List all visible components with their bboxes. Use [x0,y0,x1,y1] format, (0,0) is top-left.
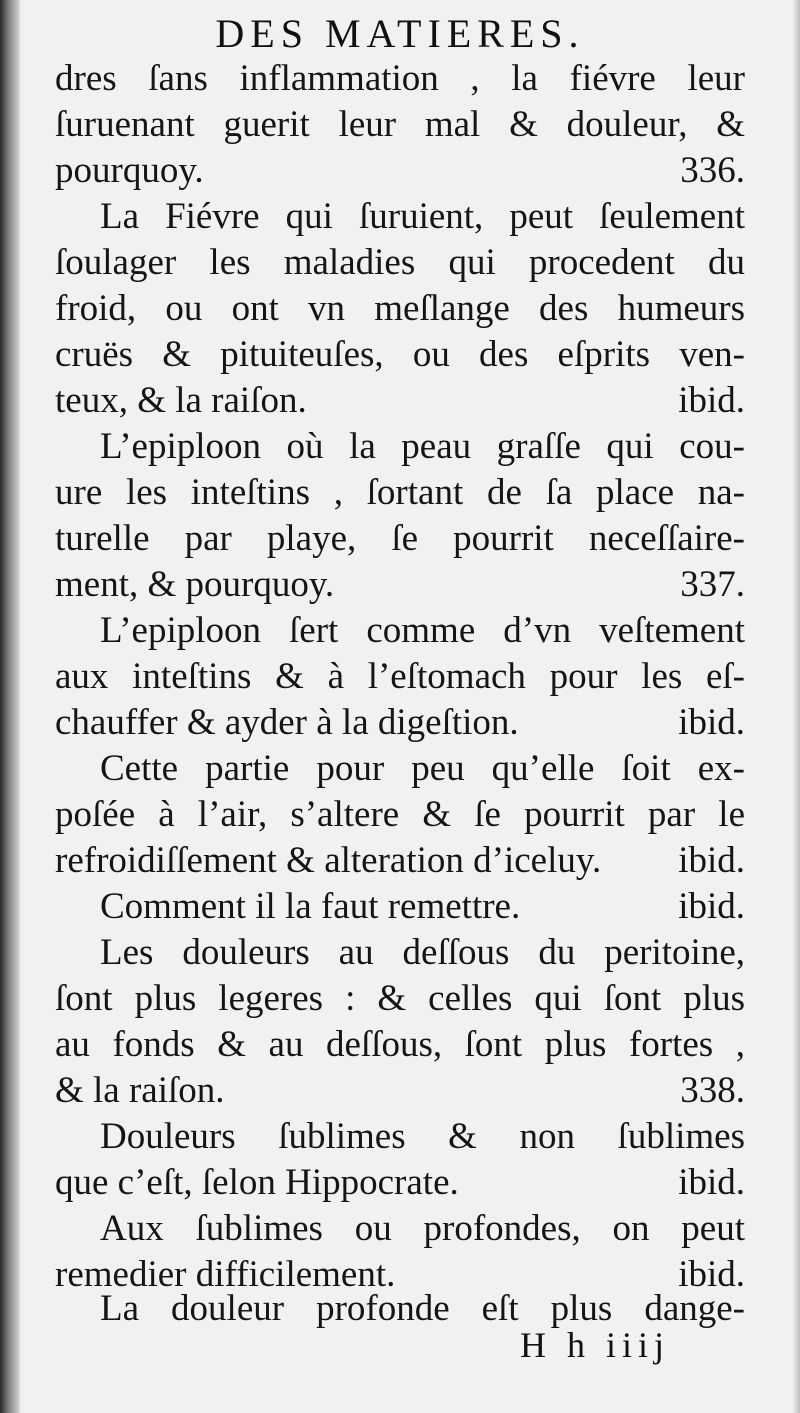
index-line: L’epiploon où la peau graſſe qui cou- [100,426,745,467]
entry-text: remedier difficilement. [55,1254,396,1295]
index-line-final [55,378,745,424]
index-line: cruës & pituiteuſes, ou des eſprits ven- [55,334,745,375]
page-reference: ibid. [678,380,745,421]
index-line: ure les inteſtins , ſortant de ſa place na- [55,472,745,513]
index-line-final [55,1160,745,1206]
index-line: Douleurs ſublimes & non ſublimes [100,1116,745,1157]
index-line: ſont plus legeres : & celles qui ſont plus [55,978,745,1019]
signature-mark: H h iiij [520,1325,671,1365]
entry-text: chauffer & ayder à la digeſtion. [55,702,519,743]
index-line: La douleur profonde eſt plus dange- [100,1288,745,1329]
index-line-final [55,562,745,608]
index-line-final [55,838,745,884]
index-line: aux inteſtins & à l’eſtomach pour les eſ- [55,656,745,697]
index-line: ſoulager les maladies qui procedent du [55,242,745,283]
index-line: Cette partie pour peu qu’elle ſoit ex- [100,748,745,789]
index-line: poſée à l’air, s’altere & ſe pourrit par le [55,794,745,835]
entry-text: refroidiſſement & alteration d’iceluy. [55,840,602,881]
index-line: Aux ſublimes ou profondes, on peut [100,1208,745,1249]
page-gutter-shadow [0,0,20,1413]
page-reference: ibid. [678,702,745,743]
page-reference: 337. [680,564,745,605]
index-line-final [55,700,745,746]
index-line-final [100,884,745,930]
index-line: froid, ou ont vn meſlange des humeurs [55,288,745,329]
entry-text: pourquoy. [55,150,204,191]
entry-text: & la raiſon. [55,1070,225,1111]
entry-text: teux, & la raiſon. [55,380,307,421]
index-line: La Fiévre qui ſuruient, peut ſeulement [100,196,745,237]
page-reference: 338. [680,1070,745,1111]
entry-text: Comment il la faut remettre. [100,886,521,927]
running-header: DES MATIERES. [215,11,585,56]
page-reference: ibid. [678,886,745,927]
index-line: ſuruenant guerit leur mal & douleur, & [55,104,745,145]
index-line: turelle par playe, ſe pourrit neceſſaire- [55,518,745,559]
page-reference: ibid. [678,1254,745,1295]
index-line: dres ſans inflammation , la fiévre leur [55,58,745,99]
index-line-final [55,148,745,194]
entry-text: que c’eſt, ſelon Hippocrate. [55,1162,459,1203]
page-reference: 336. [680,150,745,191]
page-reference: ibid. [678,1162,745,1203]
page-right-edge [792,0,800,1413]
entry-text: ment, & pourquoy. [55,564,335,605]
page-reference: ibid. [678,840,745,881]
index-line-final [55,1068,745,1114]
index-line: L’epiploon ſert comme d’vn veſtement [100,610,745,651]
index-line: au fonds & au deſſous, ſont plus fortes , [55,1024,745,1065]
index-line: Les douleurs au deſſous du peritoine, [100,932,745,973]
